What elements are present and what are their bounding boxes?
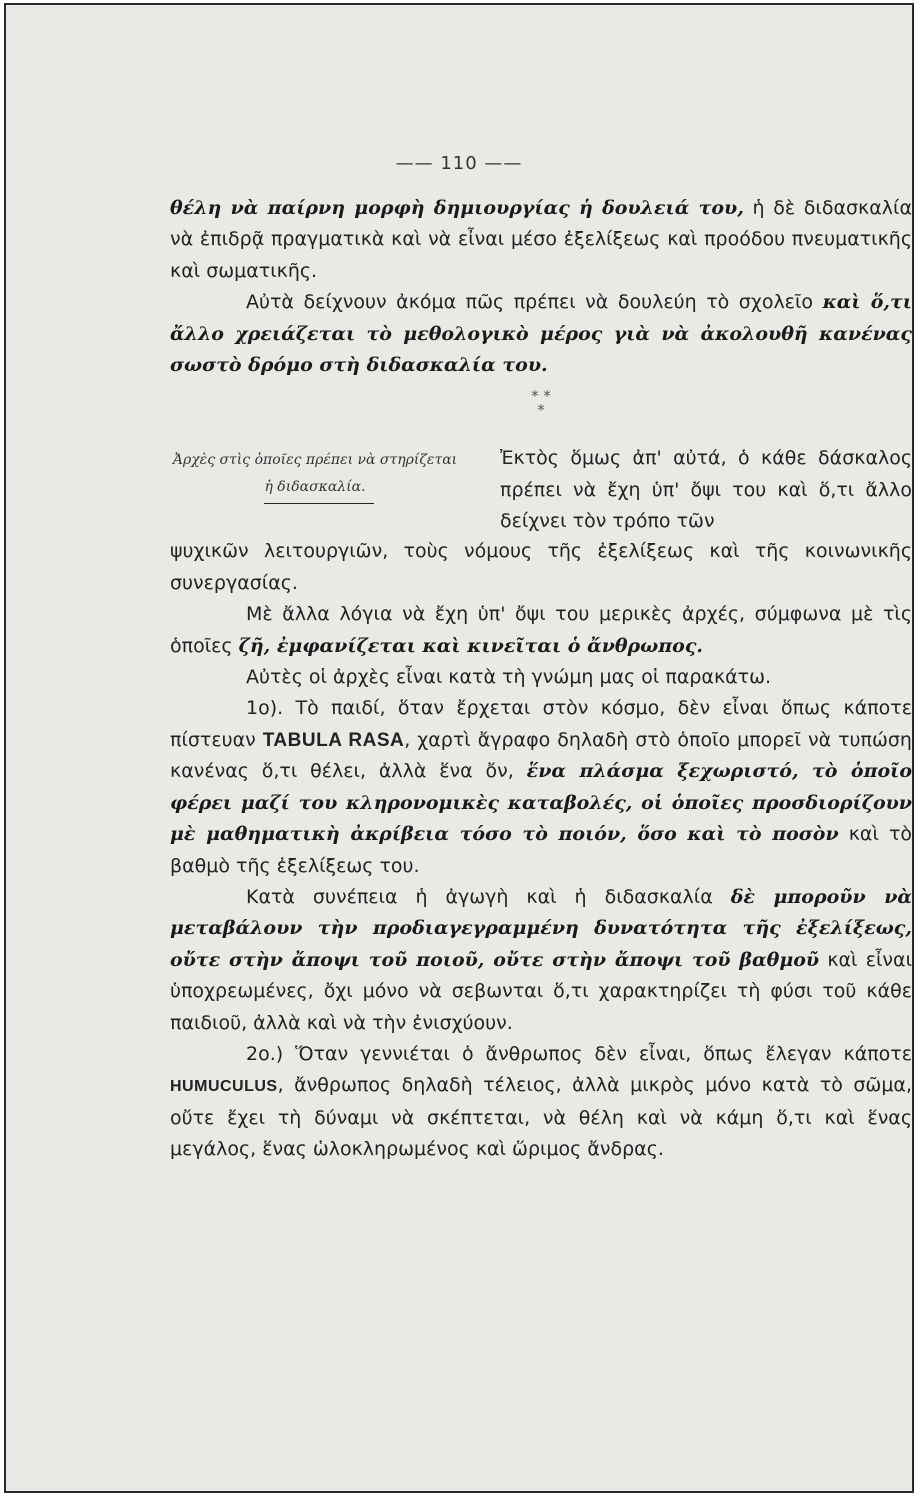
emphasized-text: ζῆ, ἐμφανίζεται καὶ κινεῖται ὁ ἄνθρωπος. bbox=[238, 634, 704, 657]
paragraph-5: Αὐτὲς οἱ ἀρχὲς εἶναι κατὰ τὴ γνώμη μας οἱ παρακάτω. bbox=[246, 666, 772, 689]
paragraph-2 bbox=[170, 287, 912, 381]
text-run: Κατὰ συνέπεια ἡ ἀγωγὴ καὶ ἡ διδασκαλία bbox=[246, 885, 731, 908]
text-run: Μὲ ἄλλα λόγια νὰ ἔχη ὑπ' ὄψι του μερικὲς ἀρχές, σύμφωνα μὲ τὶς ὁποῖες bbox=[170, 603, 912, 657]
text-run: καὶ τὸ βαθμὸ τῆς ἐξελίξεως του. bbox=[170, 823, 913, 877]
paragraph-3-end: ψυχικῶν λειτουργιῶν, τοὺς νόμους τῆς ἐξελίξεως καὶ τῆς κοινωνικῆς συνεργασίας. bbox=[170, 540, 912, 594]
margin-heading: Ἀρχὲς στὶς ὁποῖες πρέπει νὰ στηρίζεται ἡ διδασκαλία. bbox=[172, 452, 458, 496]
latin-term: HUMUCULUS bbox=[170, 1078, 278, 1096]
separator-star-bottom: * bbox=[537, 401, 545, 420]
text-run: 1ο). Τὸ παιδί, ὅταν ἔρχεται στὸν κόσμο, δὲν εἶναι ὅπως κάποτε πίστευαν bbox=[170, 697, 912, 751]
section-separator bbox=[170, 381, 912, 443]
latin-term: TABULA RASA bbox=[262, 729, 405, 751]
emphasized-text: ἕνα πλάσμα ξεχωριστό, τὸ ὁποῖο φέρει μαζί του κληρονομικὲς καταβολές, οἱ ὁποῖες προσδιορίζουν μὲ μαθηματικὴ ἀκρίβεια τόσο τὸ ποιόν, ὅσο καὶ τὸ ποσὸν bbox=[170, 760, 913, 846]
text-run: 2ο.) Ὅταν γεννιέται ὁ ἄνθρωπος δὲν εἶναι, ὅπως ἔλεγαν κάποτε bbox=[246, 1042, 912, 1065]
text-run: , ἄνθρωπος δηλαδὴ τέλειος, ἀλλὰ μικρὸς μόνο κατὰ τὸ σῶμα, οὔτε ἔχει τὴ δύναμι νὰ σκέπτεται, νὰ θέλη καὶ νὰ κάμη ὅ,τι καὶ ἕνας μεγάλος, ἕνας ὡλοκληρωμένος καὶ ὥριμος ἄνδρας. bbox=[170, 1074, 912, 1161]
emphasized-text: θέλη νὰ παίρνη μορφὴ δημιουργίας ἡ δουλειά του, bbox=[170, 197, 744, 219]
paragraph-7 bbox=[170, 882, 912, 1039]
body-text bbox=[170, 193, 912, 1166]
text-run: ἡ δὲ διδασκαλία νὰ ἐπιδρᾷ πραγματικὰ καὶ νὰ εἶναι μέσο ἐξελίξεως καὶ προόδου πνευματικῆς καὶ σωματικῆς. bbox=[170, 197, 912, 282]
page-number: —— 110 —— bbox=[395, 153, 523, 174]
paragraph-3-start: Ἐκτὸς ὅμως ἀπ' αὐτά, ὁ κάθε δάσκαλος πρέπει νὰ ἔχη ὑπ' ὄψι του καὶ ὅ,τι ἄλλο δείχνει τὸν τρόπο τῶν bbox=[500, 447, 912, 533]
text-run: , χαρτὶ ἄγραφο δηλαδὴ στὸ ὁποῖο μπορεῖ νὰ τυπώση κανένας ὅ,τι θέλει, ἀλλὰ ἕνα ὄν, bbox=[170, 728, 912, 783]
book-page bbox=[4, 3, 914, 1493]
text-run: καὶ εἶναι ὑποχρεωμένες, ὄχι μόνο νὰ σεβωνται ὅ,τι χαρακτηρίζει τὴ φύσι τοῦ κάθε παιδιοῦ, ἀλλὰ καὶ νὰ τὴν ἐνισχύουν. bbox=[170, 948, 912, 1034]
paragraph-4 bbox=[170, 599, 912, 662]
separator-stars-top: * * bbox=[531, 387, 551, 406]
text-run: Αὐτὰ δείχνουν ἀκόμα πῶς πρέπει νὰ δουλεύη τὸ σχολεῖο bbox=[246, 291, 823, 314]
emphasized-text: δὲ μποροῦν νὰ μεταβάλουν τὴν προδιαγεγραμμένη δυνατότητα τῆς ἐξελίξεως, οὔτε στὴν ἄποψι τοῦ ποιοῦ, οὔτε στὴν ἄποψι τοῦ βαθμοῦ bbox=[170, 885, 913, 971]
paragraph-6 bbox=[170, 693, 912, 881]
paragraph-1 bbox=[170, 193, 912, 287]
paragraph-8 bbox=[170, 1039, 912, 1166]
margin-rule bbox=[264, 503, 374, 504]
side-note-block bbox=[170, 443, 912, 536]
emphasized-text: καὶ ὅ,τι ἄλλο χρειάζεται τὸ μεθολογικὸ μέρος γιὰ νὰ ἀκολουθῆ κανένας σωστὸ δρόμο στὴ διδασκαλία του. bbox=[170, 291, 913, 377]
